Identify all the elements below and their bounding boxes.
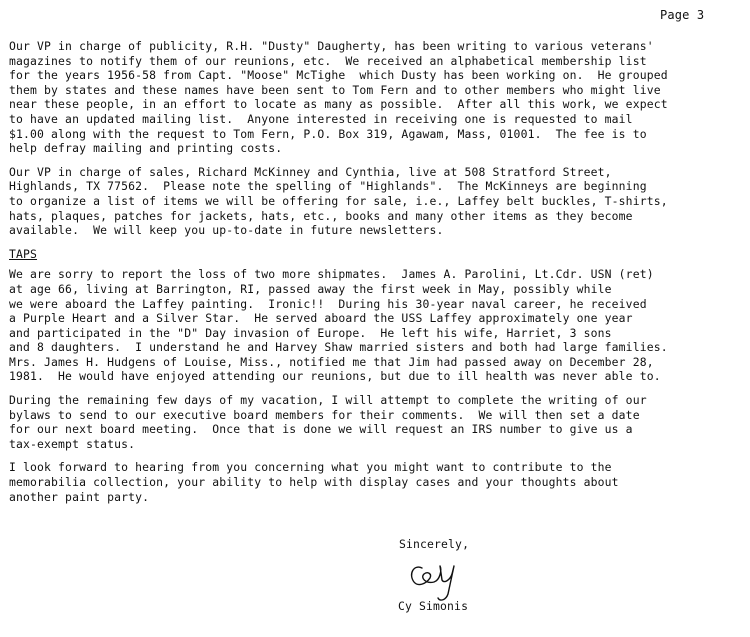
bylaws-paragraph: During the remaining few days of my vacation, I will attempt to complete the writing of our bylaws to send to our executive board members for their comments. We will then set a date for our next board meeting. Once that is done we will request an IRS number to give us a tax-exempt status. <box>9 393 647 451</box>
page-number: Page 3 <box>660 8 705 22</box>
memorabilia-paragraph: I look forward to hearing from you concerning what you might want to contribute to the memorabilia collection, your ability to help with display cases and your thoughts about another paint party. <box>9 460 619 504</box>
closing: Sincerely, <box>399 537 470 551</box>
publicity-paragraph: Our VP in charge of publicity, R.H. "Dusty" Daugherty, has been writing to various veterans' magazines to notify them of our reunions, etc. We received an alphabetical membership list for the years 1956-58 from Capt. "Moose" McTighe which Dusty has been working on. He grouped them by states and these names have been sent to Tom Fern and to other members who might live near these people, in an effort to locate as many as possible. After all this work, we expect to have an updated mailing list. Anyone interested in receiving one is requested to mail $1.00 along with the request to Tom Fern, P.O. Box 319, Agawam, Mass, 01001. The fee is to help defray mailing and printing costs. <box>9 39 668 156</box>
taps-heading: TAPS <box>9 246 38 261</box>
taps-paragraph: We are sorry to report the loss of two more shipmates. James A. Parolini, Lt.Cdr. USN (ret) at age 66, living at Barrington, RI, passed away the first week in May, possibly while we were aboard the Laffey painting. Ironic!! During his 30-year naval career, he received a Purple Heart and a Silver Star. He served aboard the USS Laffey approximately one year and participated in the "D" Day invasion of Europe. He left his wife, Harriet, 3 sons and 8 daughters. I understand he and Harvey Shaw married sisters and both had large families. Mrs. James H. Hudgens of Louise, Miss., notified me that Jim had passed away on December 28, 1981. He would have enjoyed attending our reunions, but due to ill health was never able to. <box>9 267 668 384</box>
sales-paragraph: Our VP in charge of sales, Richard McKinney and Cynthia, live at 508 Stratford Street, Highlands, TX 77562. Please note the spelling of "Highlands". The McKinneys are beginning to organize a list of items we will be offering for sale, i.e., Laffey belt buckles, T-shirts, hats, plaques, patches for jackets, hats, etc., books and many other items as they become available. We will keep you up-to-date in future newsletters. <box>9 164 668 238</box>
signer-name: Cy Simonis <box>398 599 469 613</box>
handwritten-signature <box>404 554 474 604</box>
letter-body <box>9 39 744 513</box>
